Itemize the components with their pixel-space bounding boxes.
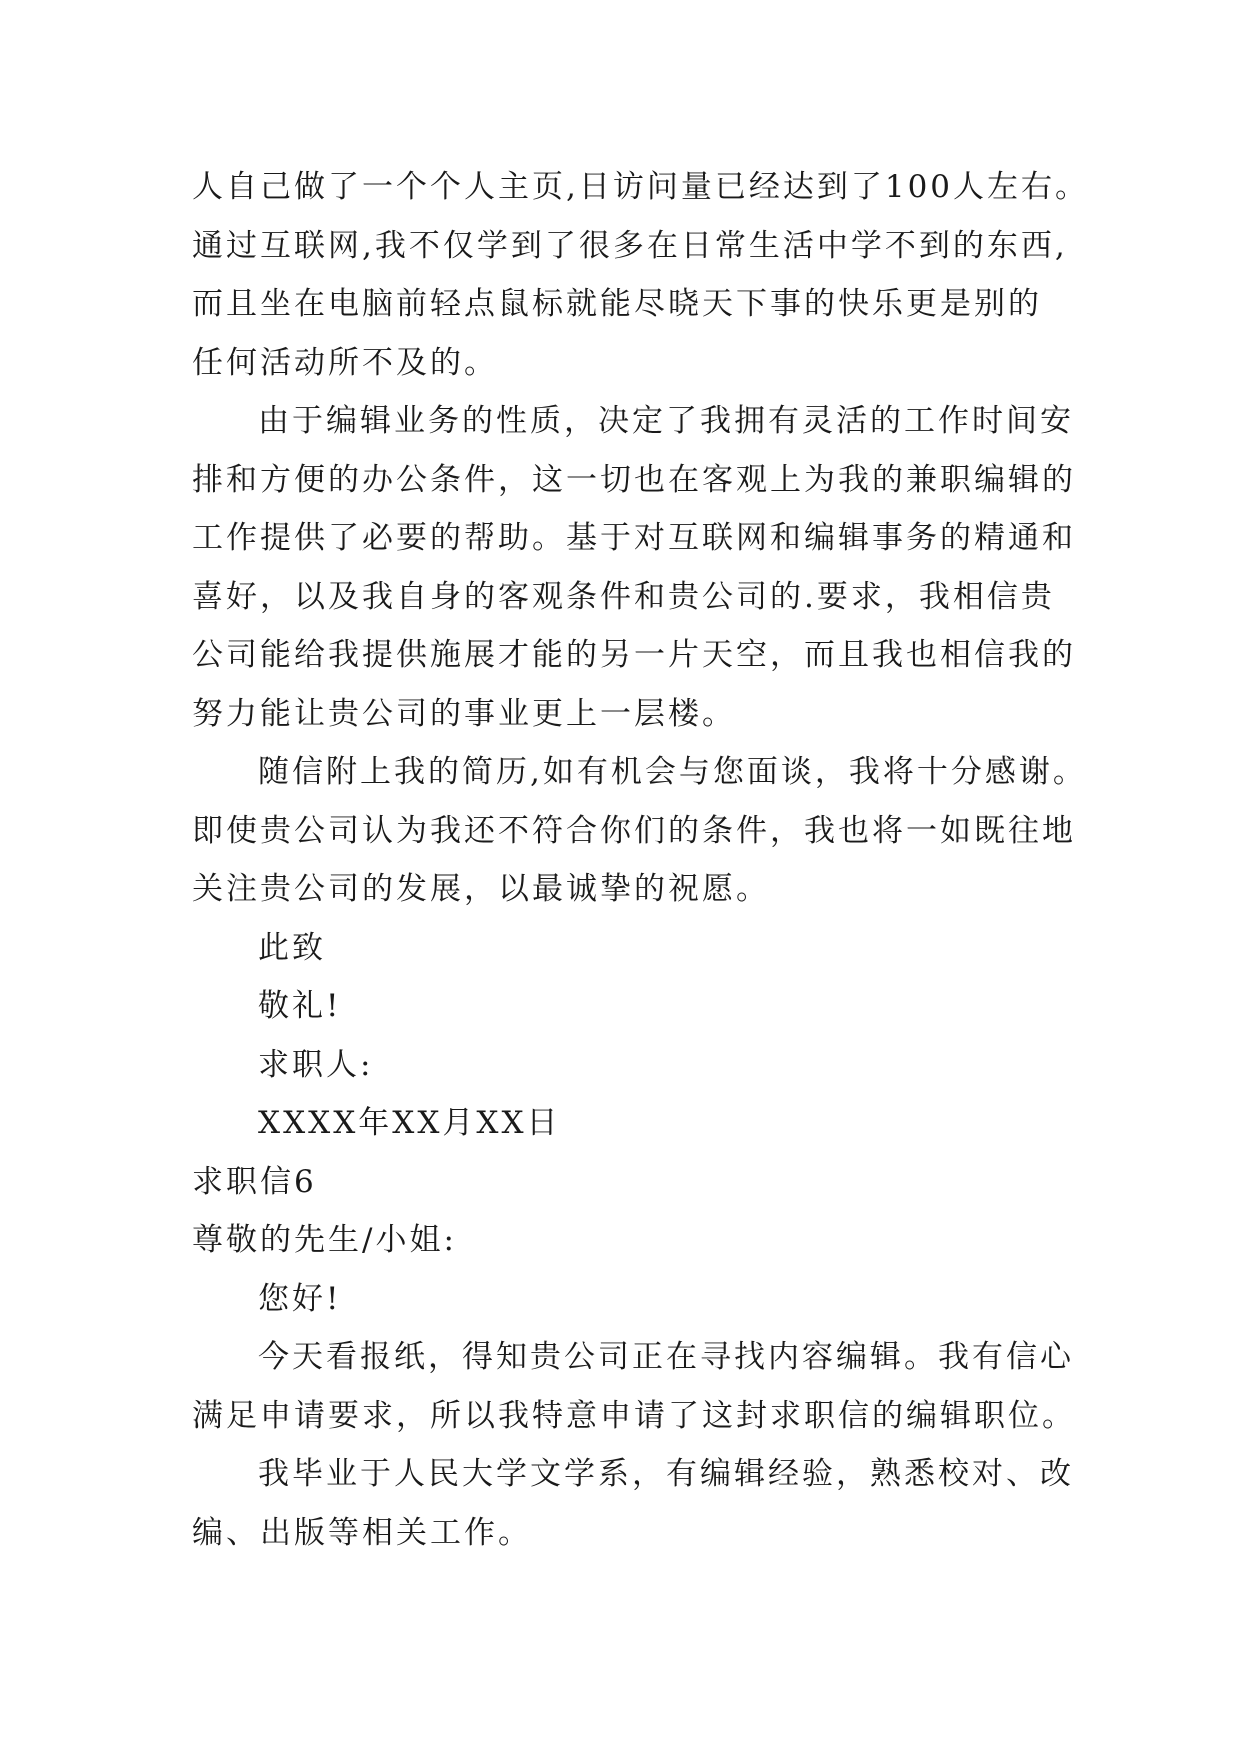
closing-salutation: 此致 xyxy=(258,929,326,966)
signature-applicant: 求职人: xyxy=(258,1046,374,1083)
text-line: 通过互联网,我不仅学到了很多在日常生活中学不到的东西, xyxy=(192,227,1068,264)
text-line: 满足申请要求，所以我特意申请了这封求职信的编辑职位。 xyxy=(192,1397,1076,1434)
text-line: 而且坐在电脑前轻点鼠标就能尽晓天下事的快乐更是别的 xyxy=(192,286,1042,322)
letter-hello: 您好! xyxy=(258,1280,342,1317)
text-line: 排和方便的办公条件，这一切也在客观上为我的兼职编辑的 xyxy=(192,461,1076,498)
text-line: 编、出版等相关工作。 xyxy=(192,1514,532,1551)
closing-regards: 敬礼! xyxy=(258,988,342,1024)
letter-greeting: 尊敬的先生/小姐: xyxy=(192,1222,457,1258)
signature-date: XXXX年XX月XX日 xyxy=(258,1105,561,1141)
section-heading: 求职信6 xyxy=(192,1163,317,1200)
text-line: 随信附上我的简历,如有机会与您面谈，我将十分感谢。 xyxy=(258,754,1087,790)
text-line: 关注贵公司的发展，以最诚挚的祝愿。 xyxy=(192,871,770,907)
text-line: 今天看报纸，得知贵公司正在寻找内容编辑。我有信心 xyxy=(258,1339,1074,1375)
text-line: 人自己做了一个个人主页,日访问量已经达到了100人左右。 xyxy=(192,169,1090,205)
text-line: 努力能让贵公司的事业更上一层楼。 xyxy=(192,695,736,732)
text-line: 喜好，以及我自身的客观条件和贵公司的.要求，我相信贵 xyxy=(192,578,1055,615)
text-line: 公司能给我提供施展才能的另一片天空，而且我也相信我的 xyxy=(192,637,1076,673)
text-line: 我毕业于人民大学文学系，有编辑经验，熟悉校对、改 xyxy=(258,1456,1074,1492)
text-line: 即使贵公司认为我还不符合你们的条件，我也将一如既往地 xyxy=(192,812,1076,849)
text-line: 工作提供了必要的帮助。基于对互联网和编辑事务的精通和 xyxy=(192,520,1076,556)
text-line: 任何活动所不及的。 xyxy=(192,344,498,381)
letter-body xyxy=(192,158,1092,1562)
text-line: 由于编辑业务的性质，决定了我拥有灵活的工作时间安 xyxy=(258,403,1074,439)
